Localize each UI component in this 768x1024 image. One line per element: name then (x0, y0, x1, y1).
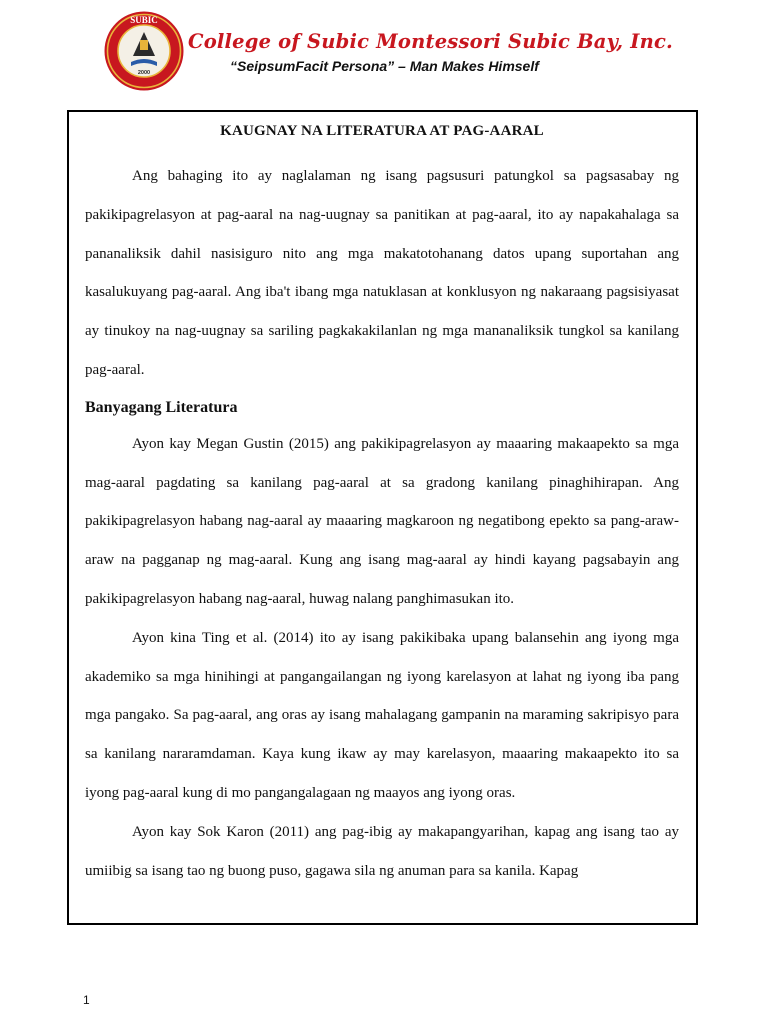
college-name: College of Subic Montessori Subic Bay, Inc. (188, 30, 674, 53)
document-frame (67, 110, 698, 925)
seal-text: SUBIC (130, 15, 158, 25)
page-header (0, 0, 768, 100)
college-motto: “SeipsumFacit Persona” – Man Makes Himself (230, 58, 539, 74)
page-number: 1 (83, 993, 90, 1007)
body-paragraph: Ayon kina Ting et al. (2014) ito ay isang pakikibaka upang balansehin ang iyong mga akademiko sa mga hinihingi at pangangailangan ng iyong karelasyon at lahat ng iyong iba pang mga pangako. Sa pag-aaral, ang oras ay isang mahalagang gampanin na maraming sakripisyo para sa kanilang nararamdaman. Kaya kung ikaw ay may karelasyon, maaaring makaapekto ito sa iyong pag-aaral kung di mo pangangalagaan ng maayos ang iyong oras. (85, 629, 679, 801)
section-heading: Banyagang Literatura (85, 398, 238, 416)
document-body (85, 112, 679, 890)
school-seal-icon (103, 10, 185, 92)
intro-paragraph: Ang bahaging ito ay naglalaman ng isang pagsusuri patungkol sa pagsasabay ng pakikipagrelasyon at pag-aaral na nag-uugnay sa panitikan at pag-aaral, ito ay napakahalaga sa pananaliksik dahil nasisiguro nito ang mga makatotohanang datos upang suportahan ang kasalukuyang pag-aaral. Ang iba't ibang mga natuklasan at konklusyon ng nakaraang pagsisiyasat ay tinukoy na nag-uugnay sa sariling pagkakakilanlan ng mga mananaliksik tungkol sa kanilang pag-aaral. (85, 168, 679, 378)
seal-year: 2000 (137, 70, 151, 76)
document-title: KAUGNAY NA LITERATURA AT PAG-AARAL (220, 123, 544, 139)
body-paragraph: Ayon kay Sok Karon (2011) ang pag-ibig ay makapangyarihan, kapag ang isang tao ay umiibig sa isang tao ng buong puso, gagawa sila ng anuman para sa kanila. Kapag (85, 823, 679, 879)
body-paragraph: Ayon kay Megan Gustin (2015) ang pakikipagrelasyon ay maaaring makaapekto sa mga mag-aaral pagdating sa kanilang pag-aaral at sa gradong kanilang pinaghihirapan. Ang pakikipagrelasyon habang nag-aaral ay maaaring magkaroon ng negatibong epekto sa pang-araw-araw na pagganap ng mag-aaral. Kung ang isang mag-aaral ay hindi kayang pagsabayin ang pakikipagrelasyon habang nag-aaral, huwag nalang panghimasukan ito. (85, 435, 679, 607)
